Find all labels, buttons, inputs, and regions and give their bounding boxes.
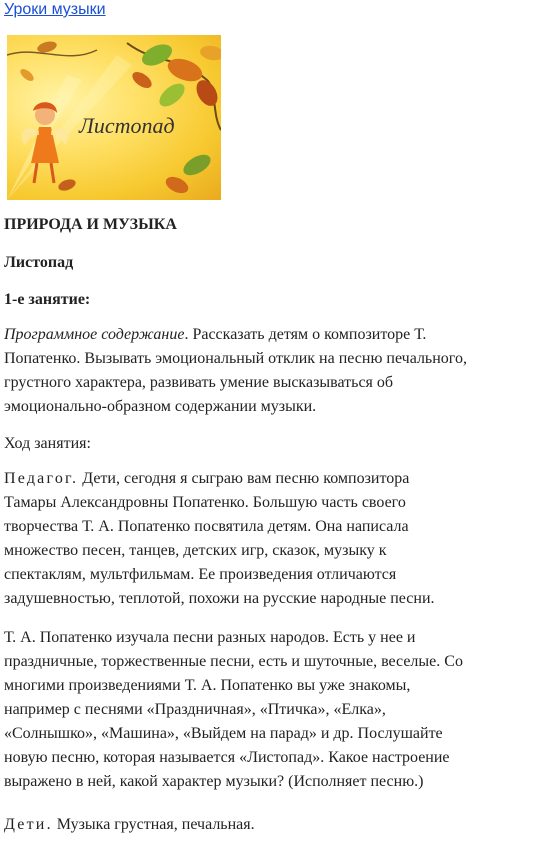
program-paragraph: Программное содержание. Рассказать детям о композиторе Т. Попатенко. Вызывать эмоциональный отклик на песню печального, грустного характера, развивать умение высказываться об эмоционально-образном содержании музыки. [4,326,467,415]
banner-title: Листопад [79,113,175,138]
teacher-speaker: Педагог. [4,470,79,487]
teacher-paragraph: Педагог. Дети, сегодня я сыграю вам песню композитора Тамары Александровны Попатенко. Большую часть своего творчества Т. А. Попатенко посвятила детям. Она написала множество песен, танцев, детских игр, сказок, музыку к спектаклям, мультфильмам. Ее произведения отличаются задушевностью, теплотой, похожи на русские народные песни. [4,470,435,607]
lesson-label: 1-е занятие: [4,291,91,308]
children-speaker: Дети. [4,816,53,833]
songs-paragraph: Т. А. Попатенко изучала песни разных народов. Есть у нее и праздничные, торжественные песни, есть и шуточные, веселые. Со многими произведениями Т. А. Попатенко вы уже знакомы, например с песнями «Праздничная», «Птичка», «Елка», «Солнышко», «Машина», «Выйдем на парад» и др. Послушайте новую песню, которая называется «Листопад». Какое настроение выражено в ней, какой характер музыки? (Исполняет песню.) [4,629,463,790]
children-paragraph: Дети. Музыка грустная, печальная. [4,816,255,833]
lessons-link[interactable]: Уроки музыки [4,1,106,18]
banner-image [7,35,221,200]
program-label: Программное содержание [4,326,185,343]
section-title: ПРИРОДА И МУЗЫКА [4,216,177,233]
subtitle: Листопад [4,254,74,271]
course-label: Ход занятия: [4,435,91,452]
